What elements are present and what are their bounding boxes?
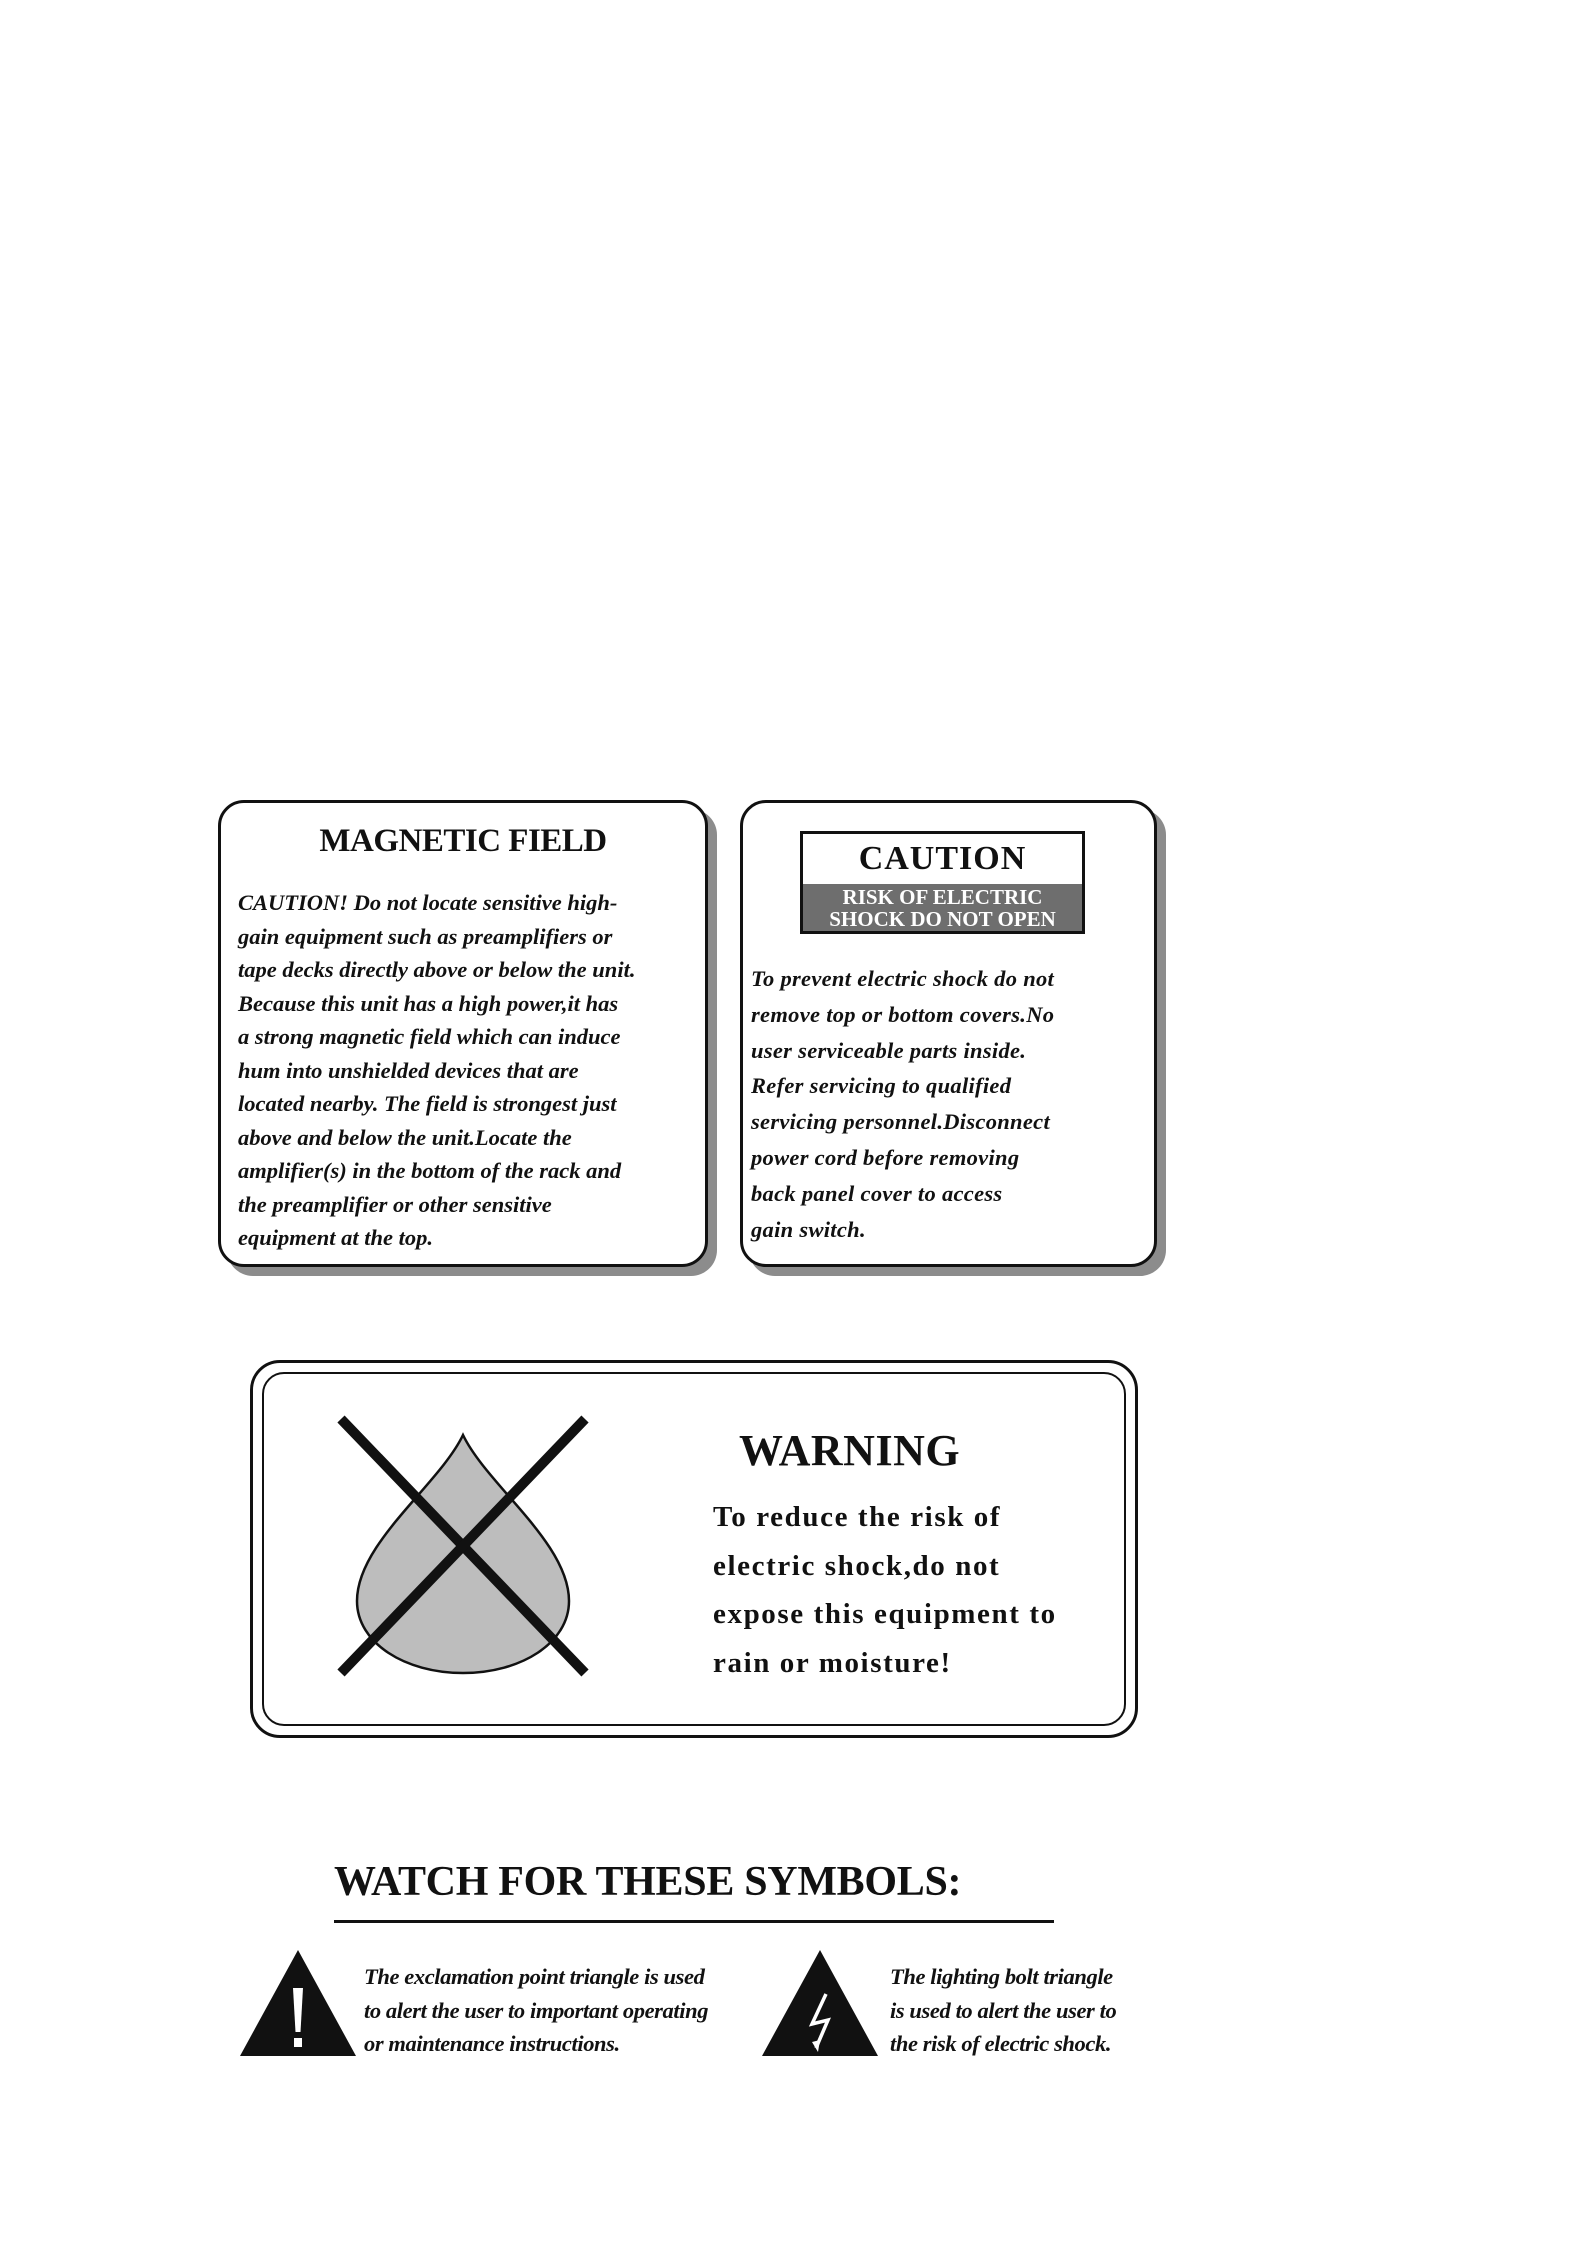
caution-sign [800,831,1085,934]
warning-label [250,1360,1138,1738]
no-water-drop-icon [335,1415,591,1677]
lightning-bolt-triangle-icon [760,1948,880,2058]
magnetic-field-label [218,800,708,1267]
symbols-heading: WATCH FOR THESE SYMBOLS: [334,1859,962,1905]
caution-text: To prevent electric shock do not remove top or bottom covers.No user serviceable parts inside. Refer servicing to qualified servicing personnel.Disconnect power cord before removing back panel cover to access gain switch. [751,966,1055,1242]
lightning-symbol-description: The lighting bolt triangle is used to alert the user to the risk of electric shock. [890,1964,1117,2056]
symbols-heading-underline [334,1920,1054,1923]
exclamation-symbol-description: The exclamation point triangle is used to alert the user to important operating or maintenance instructions. [364,1964,709,2056]
exclamation-triangle-icon [238,1948,358,2058]
caution-sign-heading: CAUTION [858,840,1027,877]
magnetic-field-title: MAGNETIC FIELD [319,823,607,859]
caution-sign-subtext: RISK OF ELECTRIC SHOCK DO NOT OPEN [803,884,1082,931]
caution-label [740,800,1157,1267]
warning-title: WARNING [739,1426,961,1475]
magnetic-field-text: CAUTION! Do not locate sensitive high- gain equipment such as preamplifiers or tape decks directly above or below the unit. Because this unit has a high power,it has a strong magnetic field which can induce hum into unshielded devices that are located nearby. The field is strongest just above and below the unit.Locate the amplifier(s) in the bottom of the rack and the preamplifier or other sensitive equipment at the top. [238,890,636,1250]
warning-text: To reduce the risk of electric shock,do not expose this equipment to rain or moisture! [713,1501,1057,1679]
